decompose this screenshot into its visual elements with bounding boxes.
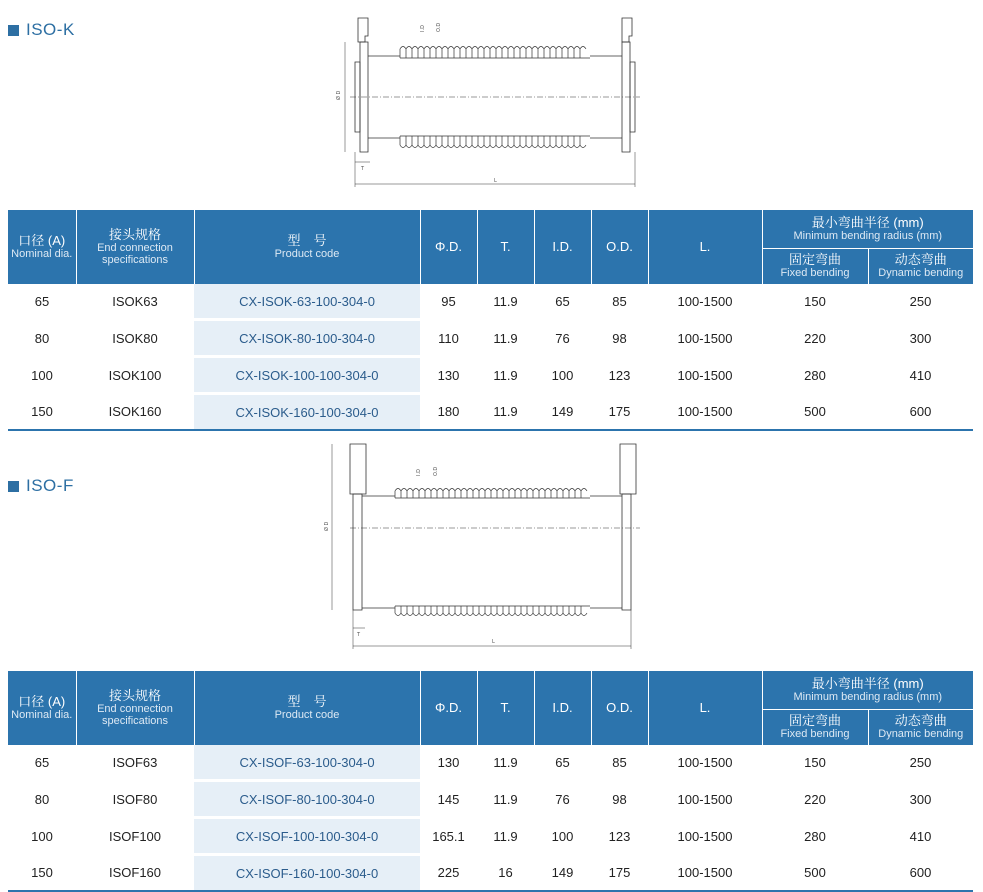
- cell-end: ISOF100: [108, 828, 162, 844]
- cell-nominal: 100: [31, 367, 53, 383]
- od-dimension-label: Ø D: [336, 90, 342, 100]
- cell-t: 16: [477, 855, 534, 892]
- bellows-convolution: [413, 489, 419, 616]
- table-row: [8, 284, 973, 320]
- bellows-convolution: [545, 489, 551, 616]
- bellows-convolution: [407, 489, 413, 616]
- cell-dynamic: 250: [909, 294, 932, 310]
- cell-dynamic: 300: [909, 330, 932, 346]
- cell-dynamic: 410: [909, 367, 932, 383]
- cell-dynamic: 600: [868, 394, 973, 431]
- bellows-convolution: [509, 489, 515, 616]
- header-dynamic-bending: 动态弯曲 Dynamic bending: [868, 248, 973, 284]
- header-fixed-bending: 固定弯曲 Fixed bending: [762, 709, 868, 745]
- cell-nominal: 65: [34, 755, 50, 771]
- header-id: I.D.: [534, 210, 591, 284]
- cell-nominal: 80: [34, 791, 50, 807]
- section-title-iso-k: [8, 20, 75, 40]
- header-t: T.: [477, 210, 534, 284]
- cell-fixed: 280: [804, 828, 826, 844]
- cell-code: CX-ISOF-100-100-304-0: [194, 818, 420, 855]
- header-od: O.D.: [591, 671, 648, 745]
- t-dimension-label: T: [357, 632, 361, 638]
- cell-end: ISOK100: [108, 367, 162, 383]
- bellows-convolution: [461, 489, 467, 616]
- header-nominal: 口径 (A) Nominal dia.: [8, 671, 76, 745]
- cell-fixed: 500: [762, 394, 868, 431]
- square-bullet-icon: [8, 25, 19, 36]
- cell-dynamic: 600: [868, 855, 973, 892]
- bellows-convolution: [503, 489, 509, 616]
- cell-t: 11.9: [493, 367, 518, 383]
- cell-nominal: 65: [34, 294, 50, 310]
- cell-l: 100-1500: [677, 367, 733, 383]
- cell-id: 100: [551, 367, 574, 383]
- section-title-text: ISO-F: [26, 476, 74, 495]
- cell-od: 98: [612, 330, 627, 346]
- cell-od: 175: [591, 394, 648, 431]
- cell-fixed: 500: [762, 855, 868, 892]
- bellows-convolution: [515, 489, 521, 616]
- cell-fixed: 150: [804, 755, 826, 771]
- square-bullet-icon: [8, 481, 19, 492]
- table-row: [8, 745, 973, 781]
- bellows-convolution: [473, 489, 479, 616]
- cell-phid: 95: [441, 294, 456, 310]
- cell-code: CX-ISOF-63-100-304-0: [194, 745, 420, 781]
- header-l: L.: [648, 210, 762, 284]
- id-dimension-label: I.D: [416, 469, 422, 476]
- cell-od: 123: [608, 367, 631, 383]
- cell-l: 100-1500: [677, 294, 733, 310]
- table-row: [8, 394, 973, 431]
- l-dimension-label: L: [494, 178, 497, 184]
- cell-t: 11.9: [493, 791, 518, 807]
- bellows-convolution: [581, 489, 587, 616]
- cell-l: 100-1500: [677, 791, 733, 807]
- cell-dynamic: 300: [909, 791, 932, 807]
- header-fixed-bending: 固定弯曲 Fixed bending: [762, 248, 868, 284]
- cell-nominal: 80: [34, 330, 50, 346]
- cell-l: 100-1500: [677, 755, 733, 771]
- table-row: [8, 357, 973, 394]
- bellows-convolution: [485, 489, 491, 616]
- table-row: [8, 855, 973, 892]
- bellows-convolution: [425, 489, 431, 616]
- cell-phid: 130: [437, 755, 460, 771]
- iso-k-bellows-drawing: [320, 12, 650, 187]
- cell-end: ISOF160: [76, 855, 194, 892]
- cell-l: 100-1500: [677, 828, 733, 844]
- cell-phid: 225: [420, 855, 477, 892]
- cell-t: 11.9: [477, 394, 534, 431]
- header-dynamic-bending: 动态弯曲 Dynamic bending: [868, 709, 973, 745]
- bellows-convolution: [539, 489, 545, 616]
- od-inner-dimension-label: O.D: [436, 22, 442, 32]
- bellows-convolution: [437, 489, 443, 616]
- l-dimension-label: L: [492, 639, 495, 645]
- cell-l: 100-1500: [648, 394, 762, 431]
- cell-nominal: 150: [8, 855, 76, 892]
- cell-phid: 180: [420, 394, 477, 431]
- bellows-convolution: [497, 489, 503, 616]
- header-end-connection: 接头规格 End connection specifications: [76, 210, 194, 284]
- bellows-convolutions: [395, 489, 590, 616]
- cell-id: 65: [555, 755, 570, 771]
- section-title-text: ISO-K: [26, 20, 75, 39]
- bellows-convolution: [443, 489, 449, 616]
- t-dimension-label: T: [361, 166, 365, 172]
- cell-od: 175: [591, 855, 648, 892]
- cell-code: CX-ISOK-160-100-304-0: [194, 394, 420, 431]
- bellows-convolution: [449, 489, 455, 616]
- od-inner-dimension-label: O.D: [433, 466, 439, 476]
- iso-k-spec-table: [8, 210, 973, 431]
- cell-code: CX-ISOK-63-100-304-0: [194, 284, 420, 320]
- cell-l: 100-1500: [648, 855, 762, 892]
- cell-end: ISOF63: [112, 755, 158, 771]
- cell-id: 76: [555, 330, 570, 346]
- header-bending-radius: 最小弯曲半径 (mm) Minimum bending radius (mm): [762, 210, 973, 248]
- bellows-convolution: [533, 489, 539, 616]
- cell-phid: 130: [437, 367, 460, 383]
- cell-t: 11.9: [493, 828, 518, 844]
- bellows-convolution: [419, 489, 425, 616]
- header-end-connection: 接头规格 End connection specifications: [76, 671, 194, 745]
- cell-od: 98: [612, 791, 627, 807]
- cell-l: 100-1500: [677, 330, 733, 346]
- cell-phid: 110: [438, 330, 459, 346]
- bellows-convolution: [479, 489, 485, 616]
- cell-nominal: 150: [8, 394, 76, 431]
- cell-id: 149: [534, 394, 591, 431]
- table-row: [8, 320, 973, 357]
- header-od: O.D.: [591, 210, 648, 284]
- bellows-convolution: [569, 489, 575, 616]
- cell-phid: 165.1: [432, 828, 465, 844]
- bellows-convolution: [491, 489, 497, 616]
- cell-end: ISOK80: [112, 330, 158, 346]
- cell-dynamic: 410: [909, 828, 932, 844]
- bellows-convolution: [527, 489, 533, 616]
- od-dimension-label: Ø D: [324, 521, 330, 531]
- header-phi-d: Φ.D.: [420, 210, 477, 284]
- cell-t: 11.9: [493, 330, 518, 346]
- cell-end: ISOK63: [112, 294, 158, 310]
- header-bending-radius: 最小弯曲半径 (mm) Minimum bending radius (mm): [762, 671, 973, 709]
- cell-code: CX-ISOK-100-100-304-0: [194, 357, 420, 394]
- bellows-convolution: [401, 489, 407, 616]
- cell-dynamic: 250: [909, 755, 932, 771]
- iso-f-bellows-drawing: [320, 436, 650, 650]
- cell-code: CX-ISOK-80-100-304-0: [194, 320, 420, 357]
- bellows-convolution: [455, 489, 461, 616]
- header-l: L.: [648, 671, 762, 745]
- iso-f-spec-table: [8, 671, 973, 892]
- table-row: [8, 781, 973, 818]
- cell-fixed: 280: [804, 367, 826, 383]
- cell-code: CX-ISOF-80-100-304-0: [194, 781, 420, 818]
- cell-id: 65: [555, 294, 570, 310]
- header-id: I.D.: [534, 671, 591, 745]
- header-phi-d: Φ.D.: [420, 671, 477, 745]
- cell-id: 149: [534, 855, 591, 892]
- table-row: [8, 818, 973, 855]
- bellows-convolution: [551, 489, 557, 616]
- header-product-code: 型 号 Product code: [194, 210, 420, 284]
- id-dimension-label: I.D: [420, 25, 426, 32]
- cell-fixed: 220: [804, 791, 826, 807]
- bellows-convolution: [521, 489, 527, 616]
- section-title-iso-f: [8, 476, 74, 496]
- cell-id: 100: [551, 828, 574, 844]
- bellows-convolution: [395, 489, 401, 616]
- cell-od: 123: [608, 828, 631, 844]
- cell-phid: 145: [437, 791, 460, 807]
- cell-end: ISOK160: [76, 394, 194, 431]
- cell-id: 76: [555, 791, 570, 807]
- cell-fixed: 220: [804, 330, 826, 346]
- bellows-convolution: [431, 489, 437, 616]
- bellows-convolution: [563, 489, 569, 616]
- cell-t: 11.9: [493, 755, 518, 771]
- header-product-code: 型 号 Product code: [194, 671, 420, 745]
- bellows-convolution: [575, 489, 581, 616]
- header-t: T.: [477, 671, 534, 745]
- cell-od: 85: [612, 755, 627, 771]
- header-nominal: 口径 (A) Nominal dia.: [8, 210, 76, 284]
- cell-od: 85: [612, 294, 627, 310]
- cell-t: 11.9: [493, 294, 518, 310]
- bellows-convolution: [557, 489, 563, 616]
- cell-nominal: 100: [31, 828, 53, 844]
- cell-end: ISOF80: [112, 791, 158, 807]
- cell-code: CX-ISOF-160-100-304-0: [194, 855, 420, 892]
- cell-fixed: 150: [804, 294, 826, 310]
- bellows-convolution: [467, 489, 473, 616]
